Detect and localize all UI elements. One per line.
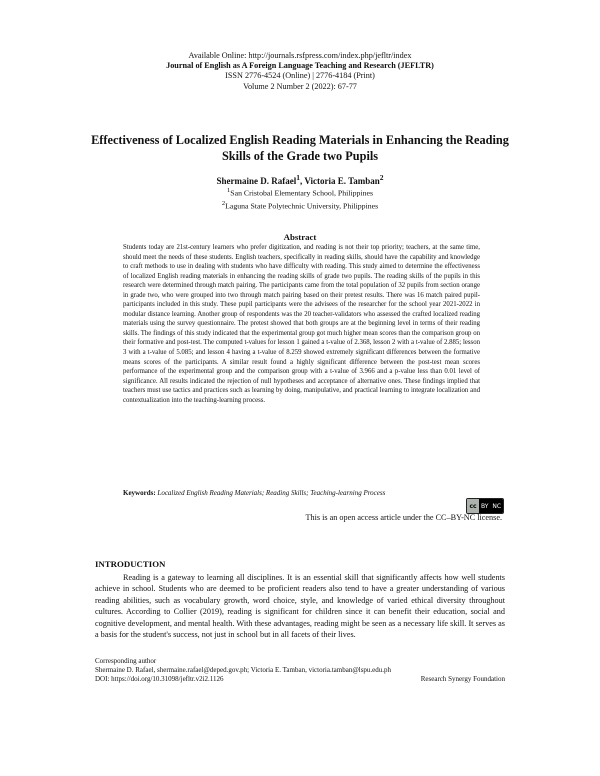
author-affiliation-mark: 1 bbox=[296, 173, 300, 182]
cc-nc-label: NC bbox=[492, 502, 502, 510]
affiliation-mark: 1 bbox=[227, 187, 231, 194]
journal-name: Journal of English as A Foreign Language Teaching and Research (JEFLTR) bbox=[166, 61, 434, 71]
author-name: Victoria E. Tamban bbox=[304, 176, 380, 186]
corresponding-author-label: Corresponding author bbox=[95, 657, 157, 665]
author-name: Shermaine D. Rafael bbox=[216, 176, 297, 186]
correspondence-block bbox=[95, 657, 505, 685]
journal-header bbox=[100, 51, 500, 92]
keywords-value: Localized English Reading Materials; Reading Skills; Teaching-learning Process bbox=[157, 489, 386, 497]
author-affiliation-mark: 2 bbox=[379, 173, 384, 182]
affiliation-text: San Cristobal Elementary School, Philippines bbox=[230, 188, 373, 198]
corresponding-author-emails[interactable]: Shermaine D. Rafael, shermaine.rafael@deped.gov.ph; Victoria E. Tamban, victoria.tamban@lspu.edu.ph bbox=[95, 666, 392, 675]
affiliation-mark: 2 bbox=[221, 200, 226, 208]
cc-license-badge-icon[interactable] bbox=[466, 498, 504, 514]
journal-url[interactable]: Available Online: http://journals.rsfpress.com/index.php/jefltr/index bbox=[188, 51, 412, 60]
doi-row bbox=[95, 675, 505, 684]
license-note: This is an open access article under the CC–BY-NC license. bbox=[305, 513, 502, 522]
section-heading-introduction: INTRODUCTION bbox=[95, 559, 166, 569]
author-list bbox=[100, 173, 500, 186]
abstract-heading: Abstract bbox=[283, 232, 317, 242]
cc-by-nc-icon bbox=[479, 499, 503, 513]
journal-volume: Volume 2 Number 2 (2022): 67-77 bbox=[243, 81, 357, 91]
affiliation-line bbox=[100, 186, 500, 199]
paper-title: Effectiveness of Localized English Reading Materials in Enhancing the Reading Skills of the Grade two Pupils bbox=[91, 133, 509, 163]
cc-by-label: BY bbox=[480, 502, 489, 510]
cc-logo-icon: cc bbox=[467, 499, 479, 513]
introduction-paragraph: Reading is a gateway to learning all disciplines. It is an essential skill that significantly affects how well students achieve in school. Students who are deemed to be proficient readers also tend to have a greater understanding of various reading abilities, such as vocabulary growth, word choice, style, and knowledge of varied ethical diversity throughout cultures. According to Collier (2019), reading is significant for children since it can benefit their education, social and cognitive development, and mental health. With these advantages, reading might be seen as a necessary life skill. It serves as a basis for the student's success, not just in school but in all facets of their lives. bbox=[95, 573, 505, 640]
keywords bbox=[123, 489, 503, 497]
affiliation-line bbox=[100, 199, 500, 212]
publisher-name: Research Synergy Foundation bbox=[420, 675, 505, 684]
author-separator: , bbox=[299, 176, 305, 186]
affiliations bbox=[100, 186, 500, 212]
doi-link[interactable]: DOI: https://doi.org/10.31098/jefltr.v2i2.1126 bbox=[95, 675, 224, 684]
keywords-label: Keywords: bbox=[123, 489, 156, 497]
affiliation-text: Laguna State Polytechnic University, Philippines bbox=[225, 201, 379, 211]
journal-issn: ISSN 2776-4524 (Online) | 2776-4184 (Print) bbox=[225, 71, 375, 81]
abstract-body: Students today are 21st-century learners who prefer digitization, and reading is not their top priority; teachers, at the same time, should meet the needs of these students. English teachers, specifically in reading skills, should have the capability and knowledge to craft methods to use in dealing with students who have difficulty with reading. This study aimed to determine the effectiveness of localized English reading materials in enhancing the reading skills of grade two pupils. The reading skills of the pupils in this research were determined through match pairing. The participants came from the total population of 32 pupils from section orange in grade two, who were grouped into two through match pairing based on their pretest results. There was 16 match paired pupil-participants included in this study. These pupil participants were the advisees of the researcher for the school year 2021-2022 in modular distance learning. Another group of respondents was the 20 teacher-validators who assessed the crafted localized reading materials using the survey questionnaire. The pretest showed that both groups are at the beginning level in terms of their reading skills. The findings of this study indicated that the experimental group got much higher mean scores than the comparison group on their formative and post-test. The computed t-values for lesson 1 gained a t-value of 2.368, lesson 2 with a t-value of 2.885; lesson 3 with a t-value of 5.085; and lesson 4 having a t-value of 8.259 showed extremely significant differences between the formative means scores of the participants. A similar result found a highly significant difference between the post-test mean scores performance of the experimental group and the comparison group with a t-value of 3.966 and a p-value less than 0.01 level of significance. All results indicated the rejection of null hypotheses and acceptance of alternative ones. These findings implied that teachers must use tactics and practices such as learning by doing, manipulative, and practical learning to integrate localization and contextualization into the teaching-learning process. bbox=[123, 244, 480, 404]
